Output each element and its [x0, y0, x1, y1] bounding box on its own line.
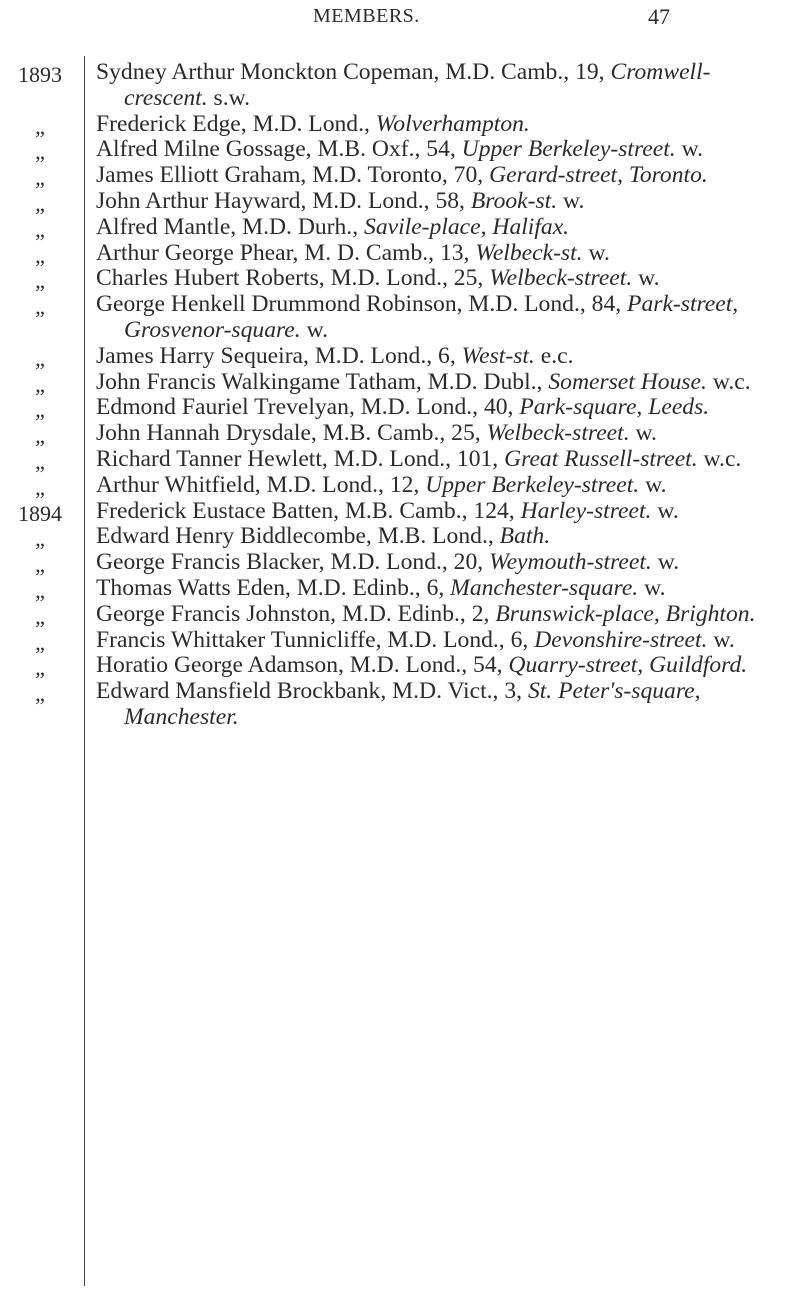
member-name: James Harry Sequeira, M.D. Lond., 6,	[96, 342, 456, 369]
member-name: James Elliott Graham, M.D. Toronto, 70,	[96, 162, 484, 189]
member-address: Wolverhampton.	[375, 110, 530, 137]
member-entry	[0, 60, 800, 112]
member-year: „	[35, 681, 45, 707]
member-year: „	[35, 371, 45, 397]
member-year: „	[35, 423, 45, 449]
member-address-number: 19,	[575, 59, 605, 85]
member-text	[96, 215, 794, 241]
member-name: Thomas Watts Eden, M.D. Edinb., 6,	[96, 574, 445, 601]
member-address: Great Russell-street.	[504, 445, 698, 472]
member-district: w.	[635, 420, 657, 447]
member-entry	[0, 266, 800, 292]
member-address: Brook-st.	[470, 187, 558, 214]
member-address: Park-street, Grosvenor-square.	[124, 291, 739, 343]
member-address: Bath.	[499, 523, 551, 550]
member-address: Devonshire-street.	[534, 626, 708, 653]
member-name: Arthur George Phear, M. D. Camb., 13,	[96, 239, 470, 266]
member-name: Sydney Arthur Monckton Copeman, M.D. Camb.,	[96, 59, 570, 85]
member-district: w.c.	[712, 368, 751, 395]
member-entry	[0, 344, 800, 370]
member-name: Horatio George Adamson, M.D. Lond., 54,	[96, 652, 503, 679]
member-name: Frederick Edge, M.D. Lond.,	[96, 110, 370, 137]
member-address: Savile-place, Halifax.	[364, 213, 570, 240]
member-year: „	[35, 216, 45, 242]
member-district: w.	[657, 549, 680, 576]
member-text	[96, 421, 794, 447]
member-address: Brunswick-place, Brighton.	[495, 600, 756, 627]
page-header	[0, 2, 800, 32]
member-year: „	[35, 526, 45, 552]
member-year: „	[35, 448, 45, 474]
member-text	[96, 602, 794, 628]
member-text	[96, 499, 794, 525]
member-district: w.	[681, 136, 703, 163]
member-district: w.	[306, 316, 328, 343]
member-text	[96, 292, 794, 344]
member-district: w.c.	[703, 445, 742, 472]
member-entry	[0, 550, 800, 576]
member-year: „	[35, 190, 45, 216]
member-address: Manchester-square.	[450, 574, 639, 601]
member-entry	[0, 602, 800, 628]
member-name: Richard Tanner Hewlett, M.D. Lond., 101,	[96, 445, 499, 472]
member-text	[96, 163, 794, 189]
member-address: Somerset House.	[548, 368, 707, 395]
member-name: George Henkell Drummond Robinson, M.D. Lond., 84,	[96, 291, 622, 318]
member-name: Frederick Eustace Batten, M.B. Camb., 124,	[96, 497, 515, 524]
member-entry	[0, 447, 800, 473]
member-address: Welbeck-st.	[475, 239, 583, 266]
member-address: Cromwell-crescent.	[124, 59, 711, 111]
member-text	[96, 679, 794, 731]
member-address: Upper Berkeley-street.	[461, 136, 676, 163]
member-entry	[0, 473, 800, 499]
member-year: „	[35, 397, 45, 423]
member-entry	[0, 524, 800, 550]
member-text	[96, 266, 794, 292]
member-year: „	[35, 113, 45, 139]
member-text	[96, 60, 794, 112]
member-district: w.	[588, 239, 610, 266]
member-text	[96, 473, 794, 499]
member-text	[96, 576, 794, 602]
member-name: Edward Henry Biddlecombe, M.B. Lond.,	[96, 523, 494, 550]
member-name: John Francis Walkingame Tatham, M.D. Dubl.,	[96, 368, 543, 395]
member-entry	[0, 421, 800, 447]
member-text	[96, 370, 794, 396]
member-year: „	[35, 629, 45, 655]
member-text	[96, 653, 794, 679]
member-year: „	[35, 655, 45, 681]
member-name: Alfred Mantle, M.D. Durh.,	[96, 213, 359, 240]
member-entry	[0, 241, 800, 267]
member-entry	[0, 628, 800, 654]
member-entry	[0, 653, 800, 679]
member-year: 1893	[18, 62, 62, 87]
member-address: Quarry-street, Guildford.	[508, 652, 748, 679]
member-address: West-st.	[461, 342, 535, 369]
member-year: 1894	[18, 500, 62, 526]
member-text	[96, 524, 794, 550]
member-year: „	[35, 474, 45, 500]
member-address: Park-square, Leeds.	[519, 394, 710, 421]
member-entry	[0, 163, 800, 189]
member-entry	[0, 215, 800, 241]
member-district: w.	[644, 574, 666, 601]
member-district: w.	[645, 471, 667, 498]
member-text	[96, 189, 794, 215]
member-year: „	[35, 165, 45, 191]
member-name: John Hannah Drysdale, M.B. Camb., 25,	[96, 420, 481, 447]
member-district: w.	[713, 626, 735, 653]
member-district: w.	[563, 187, 585, 214]
page-number: 47	[648, 4, 670, 29]
member-district: s.w.	[213, 84, 251, 111]
member-district: w.	[657, 497, 679, 524]
member-entry	[0, 395, 800, 421]
member-year: „	[35, 294, 45, 320]
member-address: Welbeck-street.	[489, 265, 633, 292]
member-entry	[0, 679, 800, 731]
member-text	[96, 137, 794, 163]
member-text	[96, 241, 794, 267]
member-year: „	[35, 345, 45, 371]
member-name: George Francis Johnston, M.D. Edinb., 2,	[96, 600, 490, 627]
running-head: MEMBERS.	[313, 5, 420, 27]
member-name: Edmond Fauriel Trevelyan, M.D. Lond., 40,	[96, 394, 514, 421]
member-year: „	[35, 552, 45, 578]
member-text	[96, 112, 794, 138]
member-text	[96, 628, 794, 654]
member-text	[96, 550, 794, 576]
member-name: Francis Whittaker Tunnicliffe, M.D. Lond., 6,	[96, 626, 529, 653]
member-text	[96, 344, 794, 370]
member-entry	[0, 576, 800, 602]
member-year: „	[35, 268, 45, 294]
member-district: w.	[638, 265, 660, 292]
member-text	[96, 447, 794, 473]
member-year: „	[35, 577, 45, 603]
member-entry	[0, 499, 800, 525]
member-entry	[0, 189, 800, 215]
member-address: Welbeck-street.	[486, 420, 630, 447]
member-entry	[0, 292, 800, 344]
member-name: John Arthur Hayward, M.D. Lond., 58,	[96, 187, 465, 214]
member-entry	[0, 370, 800, 396]
member-entry	[0, 112, 800, 138]
member-name: George Francis Blacker, M.D. Lond., 20,	[96, 549, 484, 576]
member-address: St. Peter's-square, Manchester.	[124, 678, 701, 730]
member-year: „	[35, 603, 45, 629]
member-year: „	[35, 242, 45, 268]
member-name: Alfred Milne Gossage, M.B. Oxf., 54,	[96, 136, 456, 163]
member-entry	[0, 137, 800, 163]
member-year: „	[35, 139, 45, 165]
member-address: Weymouth-street.	[489, 549, 652, 576]
member-name: Charles Hubert Roberts, M.D. Lond., 25,	[96, 265, 484, 292]
member-text	[96, 395, 794, 421]
member-name: Arthur Whitfield, M.D. Lond., 12,	[96, 471, 420, 498]
member-address: Harley-street.	[520, 497, 652, 524]
member-district: e.c.	[540, 342, 574, 369]
member-address: Gerard-street, Toronto.	[489, 162, 708, 189]
member-name: Edward Mansfield Brockbank, M.D. Vict., 3,	[96, 678, 523, 705]
members-list	[0, 60, 800, 731]
member-address: Upper Berkeley-street.	[425, 471, 640, 498]
